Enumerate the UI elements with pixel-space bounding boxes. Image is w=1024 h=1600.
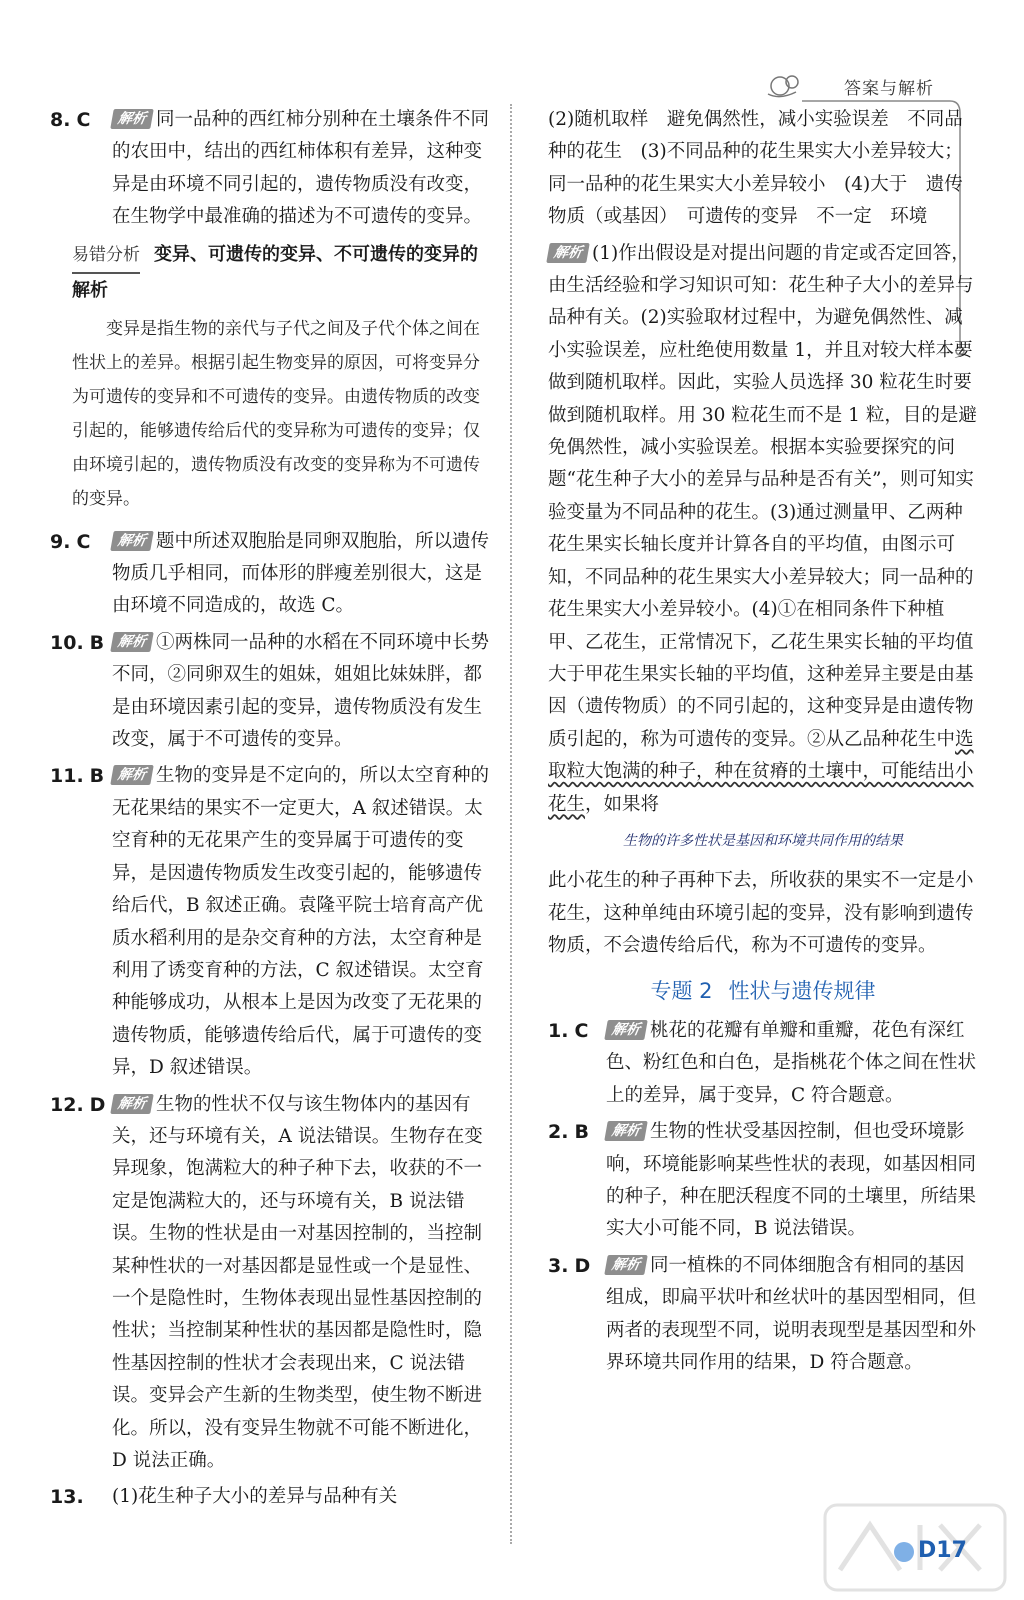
- question-number: 10. B: [50, 631, 105, 654]
- answer-text: ①两株同一品种的水稻在不同环境中长势不同，②同卵双生的姐妹，姐姐比妹妹胖，都是由环境因素引起的变异，遗传物质没有发生改变，属于不可遗传的变异。: [112, 631, 490, 751]
- question-number: 1. C: [548, 1019, 589, 1042]
- answer-13-continued: (2)随机取样 避免偶然性，减小实验误差 不同品种的花生 (3)不同品种的花生果实大小差异较大；同一品种的花生果实大小差异较小 (4)大于 遗传物质（或基因） 可遗传的变异 不一定 环境: [548, 109, 963, 228]
- topic2-answer-2: [548, 1116, 978, 1246]
- topic-title: 性状与遗传规律: [728, 978, 876, 1003]
- page-header-title: 答案与解析: [844, 79, 934, 99]
- handwritten-note: 生物的许多性状是基因和环境共同作用的结果: [623, 832, 903, 849]
- answer-item-9: [50, 526, 490, 623]
- analysis-tag: 解析: [604, 1255, 648, 1275]
- underlined-text: 选取粒大饱满的种子，种在贫瘠的土壤中，可能结出小花生: [548, 728, 974, 815]
- analysis-tag: 解析: [604, 1020, 648, 1040]
- answer-item-10: [50, 627, 490, 757]
- answer-text: 题中所述双胞胎是同卵双胞胎，所以遗传物质几乎相同，而体形的胖瘦差别很大，这是由环境不同造成的，故选 C。: [112, 530, 490, 617]
- mascot-icon: [762, 64, 810, 104]
- answer-item-13: [50, 1481, 490, 1513]
- analysis-tag: 解析: [110, 632, 154, 652]
- analysis-text-part-3: 此小花生的种子再种下去，所收获的果实不一定是小花生，这种单纯由环境引起的变异，没有影响到遗传物质，不会遗传给后代，称为不可遗传的变异。: [548, 870, 974, 957]
- question-number: 3. D: [548, 1254, 591, 1277]
- question-number: 11. B: [50, 765, 105, 788]
- analysis-tag: 解析: [110, 531, 154, 551]
- error-analysis-heading: [72, 238, 490, 308]
- question-number: 9. C: [50, 530, 91, 553]
- watermark-logo: [820, 1500, 1010, 1595]
- left-column: [50, 104, 490, 1518]
- analysis-text-part-1: (1)作出假设是对提出问题的肯定或否定回答，由生活经验和学习知识可知：花生种子大小的差异与品种有关。(2)实验取材过程中，为避免偶然性、减小实验误差，应杜绝使用数量 1，并且对较大样本要做到随机取样。因此，实验人员选择 30 粒花生时要做到随机取样。用 30 粒花生而不是 1 粒，目的是避免偶然性，减小实验误差。根据本实验要探究的问题“花生种子大小的差异与品种是否有关”，则可知实验变量为不同品种的花生。(3)通过测量甲、乙两种花生果实长轴长度并计算各自的平均值，由图示可知，不同品种的花生果实大小差异较大；同一品种的花生果实大小差异较小。(4)①在相同条件下种植甲、乙花生，正常情况下，乙花生果实长轴的平均值大于甲花生果实长轴的平均值，这种差异主要是由基因（遗传物质）的不同引起的，这种变异是由遗传物质引起的，称为可遗传的变异。②从乙品种花生中: [548, 242, 977, 750]
- answer-13-analysis: [548, 238, 978, 821]
- analysis-tag: 解析: [110, 765, 154, 785]
- answer-item-12: [50, 1089, 490, 1478]
- error-analysis-title: 变异、可遗传的变异、不可遗传的变异的解析: [72, 243, 478, 301]
- answer-text: 生物的性状受基因控制，但也受环境影响，环境能影响某些性状的表现，如基因相同的种子，种在肥沃程度不同的土壤里，所结果实大小可能不同，B 说法错误。: [606, 1121, 977, 1240]
- answer-item-11: [50, 760, 490, 1084]
- answer-text: 同一品种的西红柿分别种在土壤条件不同的农田中，结出的西红柿体积有差异，这种变异是由环境不同引起的，遗传物质没有改变，在生物学中最准确的描述为不可遗传的变异。: [112, 109, 490, 228]
- error-analysis-label: 易错分析: [72, 238, 140, 274]
- answer-text: 生物的变异是不定向的，所以太空育种的无花果结的果实不一定更大，A 叙述错误。太空育种的无花果产生的变异属于可遗传的变异，是因遗传物质发生改变引起的，能够遗传给后代，B 叙述正确。袁隆平院士培育高产优质水稻利用的是杂交育种的方法，太空育种是利用了诱变育种的方法，C 叙述错误。太空育种能够成功，从根本上是因为改变了无花果的遗传物质，能够遗传给后代，属于可遗传的变异，D 叙述错误。: [112, 765, 490, 1079]
- answer-text: 桃花的花瓣有单瓣和重瓣，花色有深红色、粉红色和白色，是指桃花个体之间在性状上的差异，属于变异，C 符合题意。: [606, 1019, 977, 1106]
- error-analysis-body: 变异是指生物的亲代与子代之间及子代个体之间在性状上的差异。根据引起生物变异的原因，可将变异分为可遗传的变异和不可遗传的变异。由遗传物质的改变引起的，能够遗传给后代的变异称为可遗传的变异；仅由环境引起的，遗传物质没有改变的变异称为不可遗传的变异。: [72, 318, 480, 509]
- topic2-answer-3: [548, 1250, 978, 1380]
- analysis-tag: 解析: [110, 1094, 154, 1114]
- answer-item-8: [50, 104, 490, 234]
- question-number: 8. C: [50, 109, 91, 131]
- page-number: D17: [918, 1538, 967, 1563]
- answer-text: 同一植株的不同体细胞含有相同的基因组成，即扁平状叶和丝状叶的基因型相同，但两者的表现型不同，说明表现型是基因型和外界环境共同作用的结果，D 符合题意。: [606, 1254, 977, 1374]
- page-number-dot: [894, 1542, 914, 1562]
- answer-text: (1)花生种子大小的差异与品种有关: [112, 1486, 398, 1508]
- question-number: 13.: [50, 1486, 84, 1509]
- analysis-tag: 解析: [546, 243, 590, 263]
- column-divider: [510, 104, 512, 1544]
- analysis-text-part-2: ，如果将: [585, 793, 660, 815]
- topic2-answer-1: [548, 1015, 978, 1112]
- question-number: 12. D: [50, 1093, 106, 1116]
- question-number: 2. B: [548, 1121, 589, 1144]
- right-column: [548, 104, 978, 1383]
- analysis-tag: 解析: [110, 109, 154, 129]
- answer-text: 生物的性状不仅与该生物体内的基因有关，还与环境有关，A 说法错误。生物存在变异现象，饱满粒大的种子种下去，收获的不一定是饱满粒大的，还与环境有关，B 说法错误。生物的性状是由一对基因控制的，当控制某种性状的一对基因都是显性或一个是显性、一个是隐性时，生物体表现出显性基因控制的性状；当控制某种性状的基因都是隐性时，隐性基因控制的性状才会表现出来，C 说法错误。变异会产生新的生物类型，使生物不断进化。所以，没有变异生物就不可能不断进化，D 说法正确。: [112, 1093, 483, 1471]
- analysis-tag: 解析: [604, 1121, 648, 1141]
- topic-heading: [548, 975, 978, 1007]
- topic-label: 专题 2: [650, 978, 713, 1003]
